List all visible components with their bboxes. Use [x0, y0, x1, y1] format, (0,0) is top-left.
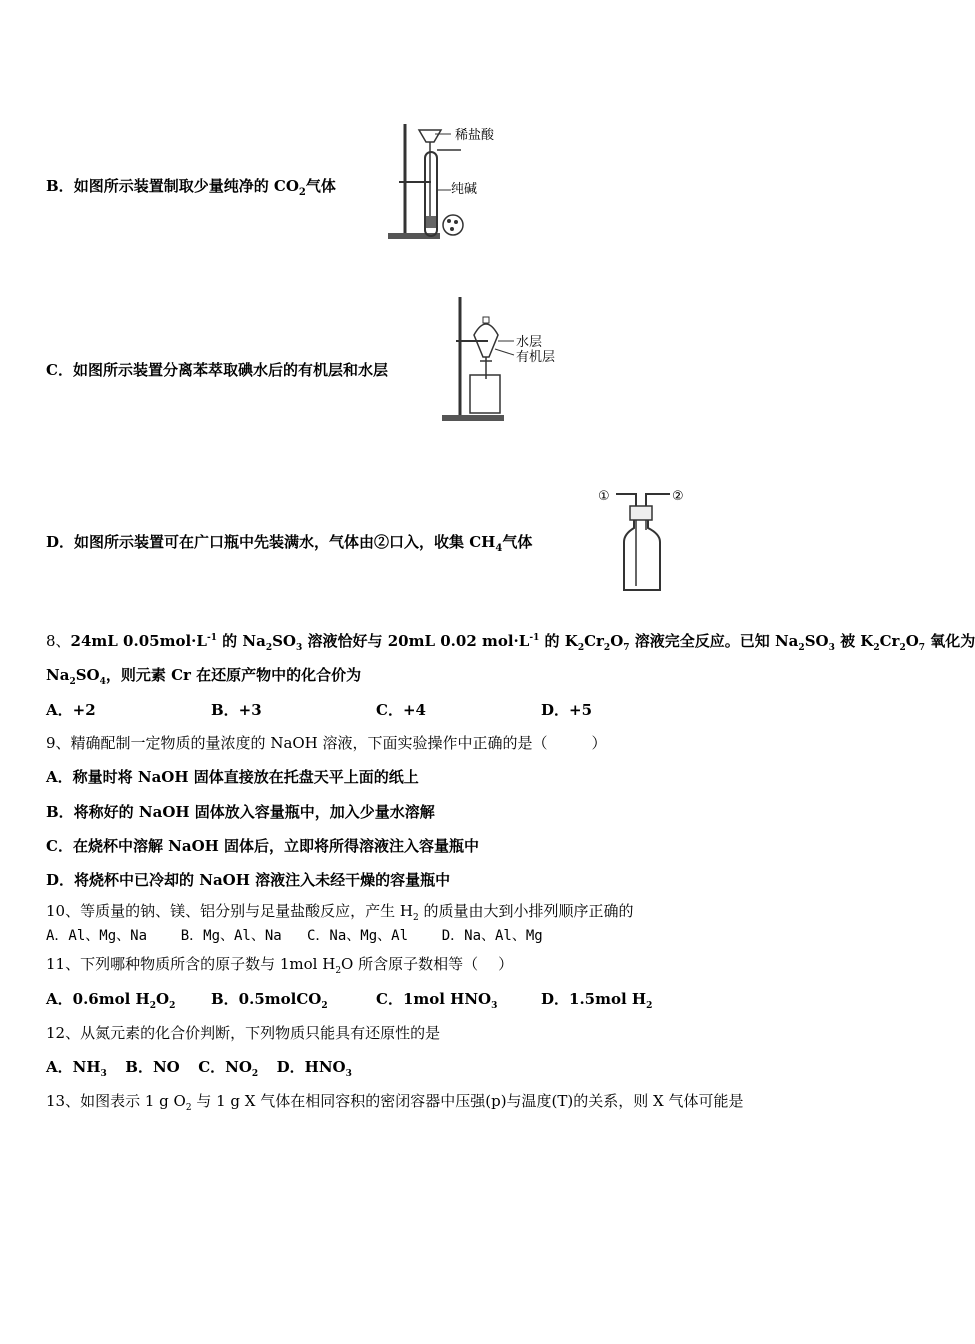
- q9-option-a[interactable]: A．称量时将 NaOH 固体直接放在托盘天平上面的纸上: [46, 768, 419, 786]
- q9-option-c[interactable]: C．在烧杯中溶解 NaOH 固体后，立即将所得溶液注入容量瓶中: [46, 837, 480, 855]
- gas-bottle-figure: [580, 478, 690, 603]
- question-9-stem: 9、精确配制一定物质的量浓度的 NaOH 溶液，下面实验操作中正确的是（ ）: [46, 734, 607, 752]
- q8-option-a[interactable]: A．+2: [46, 701, 96, 719]
- q8-option-d[interactable]: D．+5: [541, 701, 593, 719]
- option-d: D．如图所示装置可在广口瓶中先装满水，气体由②口入，收集 $CH_4$气体: [46, 533, 533, 554]
- q11-option-a[interactable]: A．0.6mol $H_2O_2$: [46, 990, 176, 1011]
- q8-option-c[interactable]: C．+4: [376, 701, 426, 719]
- question-11-stem: 11、下列哪种物质所含的原子数与 1mol $H_2O$ 所含原子数相等（ ）: [46, 955, 514, 976]
- question-8-line-2: $Na_2SO_4$，则元素 Cr 在还原产物中的化合价为: [46, 666, 362, 687]
- question-12-stem: 12、从氮元素的化合价判断，下列物质只能具有还原性的是: [46, 1024, 441, 1042]
- label-organic-layer: 有机层: [516, 350, 556, 365]
- co2-apparatus-figure: [385, 120, 505, 245]
- label-port-1: ①: [598, 489, 610, 504]
- label-dilute-hcl: 稀盐酸: [455, 128, 495, 143]
- q10-options[interactable]: A．Al、Mg、Na B．Mg、Al、Na C．Na、Mg、Al D．Na、Al、Mg: [46, 928, 543, 944]
- q11-option-c[interactable]: C．1mol $HNO_3$: [376, 990, 498, 1011]
- q9-option-d[interactable]: D．将烧杯中已冷却的 NaOH 溶液注入未经干燥的容量瓶中: [46, 871, 451, 889]
- q8-option-b[interactable]: B．+3: [211, 701, 262, 719]
- q11-option-d[interactable]: D．1.5mol $H_2$: [541, 990, 653, 1011]
- question-8-line-1: 8、24mL $0.05mol\cdot L^{-1}$ 的 $Na_2SO_3$ 溶液恰好与 20mL 0.02 $mol\cdot L^{-1}$ 的 $K_2Cr_2O_7$ 溶液完全反应。已知 $Na_2SO_3$ 被 $K_2Cr_2O_7$ 氧化为: [46, 632, 975, 653]
- q12-option-b[interactable]: B．NO: [125, 1058, 180, 1076]
- label-port-2: ②: [672, 489, 684, 504]
- q12-option-c[interactable]: C．$NO_2$: [198, 1058, 259, 1079]
- option-c: C．如图所示装置分离苯萃取碘水后的有机层和水层: [46, 361, 388, 379]
- q12-option-a[interactable]: A．$NH_3$: [46, 1058, 107, 1079]
- question-10-stem: 10、等质量的钠、镁、铝分别与足量盐酸反应，产生 $H_2$ 的质量由大到小排列顺序正确的: [46, 902, 634, 923]
- q12-options[interactable]: [46, 1057, 352, 1084]
- separatory-funnel-figure: [440, 295, 565, 425]
- q9-option-b[interactable]: B．将称好的 NaOH 固体放入容量瓶中，加入少量水溶解: [46, 803, 435, 821]
- question-13-stem: 13、如图表示 1 g $O_2$ 与 1 g X 气体在相同容积的密闭容器中压强(p)与温度(T)的关系，则 X 气体可能是: [46, 1092, 744, 1113]
- label-water-layer: 水层: [516, 335, 543, 350]
- q12-option-d[interactable]: D．$HNO_3$: [276, 1058, 352, 1079]
- label-soda-ash: 纯碱: [451, 182, 478, 197]
- option-b: B．如图所示装置制取少量纯净的 $CO_2$气体: [46, 177, 336, 198]
- q11-option-b[interactable]: B．0.5molCO$_2$: [211, 990, 328, 1011]
